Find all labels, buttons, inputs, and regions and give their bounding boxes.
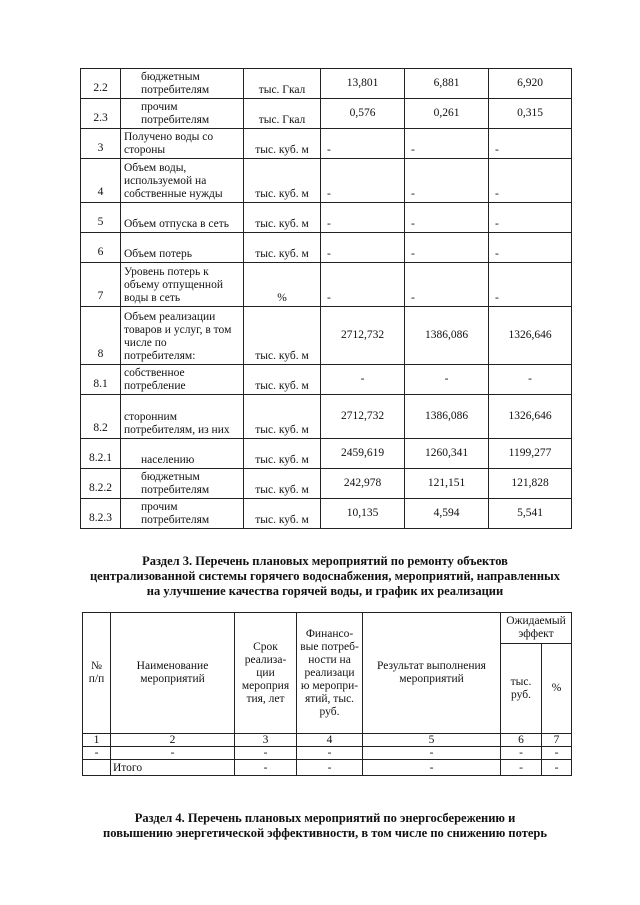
row-value-3: 1199,277 [489, 439, 572, 469]
row-value-3: - [489, 365, 572, 395]
section4-title-line2: повышению энергетической эффективности, в том числе по снижению потерь [103, 826, 547, 840]
section3-title-line2: централизованной системы горячего водоснабжения, мероприятий, направленных [89, 569, 561, 583]
row-value-1: - [321, 233, 405, 263]
table-row [81, 365, 572, 395]
column-number: 7 [542, 734, 572, 747]
production-table [80, 68, 572, 529]
row-value-3: 6,920 [489, 69, 572, 99]
header-name: Наименование мероприятий [111, 613, 235, 734]
row-value-3: 121,828 [489, 469, 572, 499]
row-name: Уровень потерь к объему отпущенной воды в сеть [121, 263, 244, 307]
section4-heading [60, 811, 590, 841]
table-row [83, 747, 572, 760]
row-value-2: 1386,086 [405, 307, 489, 365]
table-header-row [83, 613, 572, 644]
row-number: 2.2 [81, 69, 121, 99]
row-value-2: 6,881 [405, 69, 489, 99]
row-unit: тыс. куб. м [244, 203, 321, 233]
row-value-1: 0,576 [321, 99, 405, 129]
row-unit: тыс. куб. м [244, 159, 321, 203]
row-number: 6 [81, 233, 121, 263]
row-unit: тыс. Гкал [244, 69, 321, 99]
row-name: Получено воды со стороны [121, 129, 244, 159]
row-unit: тыс. куб. м [244, 365, 321, 395]
section3-title-line1: Раздел 3. Перечень плановых мероприятий по ремонту объектов [142, 554, 508, 568]
row-value-1: - [321, 365, 405, 395]
header-effect-rub: тыс. руб. [501, 644, 542, 734]
row-value-2: - [405, 159, 489, 203]
row-value-3: - [489, 203, 572, 233]
table-cell: - [363, 760, 501, 776]
table-row [81, 99, 572, 129]
row-unit: тыс. куб. м [244, 395, 321, 439]
row-value-3: - [489, 233, 572, 263]
row-value-3: - [489, 159, 572, 203]
row-value-1: - [321, 129, 405, 159]
section4-title-line1: Раздел 4. Перечень плановых мероприятий по энергосбережению и [134, 811, 516, 825]
table-row [81, 129, 572, 159]
row-name: Объем потерь [121, 233, 244, 263]
row-name: бюджетным потребителям [121, 69, 244, 99]
table-cell [83, 760, 111, 776]
row-number: 7 [81, 263, 121, 307]
table-row [81, 233, 572, 263]
row-unit: тыс. Гкал [244, 99, 321, 129]
table-row [81, 159, 572, 203]
row-value-3: - [489, 129, 572, 159]
row-value-1: 2459,619 [321, 439, 405, 469]
measures-table [82, 612, 572, 776]
row-value-2: 1260,341 [405, 439, 489, 469]
header-num: № п/п [83, 613, 111, 734]
table-row [81, 499, 572, 529]
column-number: 4 [297, 734, 363, 747]
table-cell: - [297, 760, 363, 776]
header-effect: Ожидаемый эффект [501, 613, 572, 644]
column-number: 5 [363, 734, 501, 747]
row-value-2: 1386,086 [405, 395, 489, 439]
section3-title-line3: на улучшение качества горячей воды, и график их реализации [146, 584, 504, 598]
row-number: 8.1 [81, 365, 121, 395]
section3-heading [60, 554, 590, 599]
header-effect-pct: % [542, 644, 572, 734]
table-cell: Итого [111, 760, 235, 776]
row-value-3: - [489, 263, 572, 307]
table-cell: - [501, 747, 542, 760]
row-unit: тыс. куб. м [244, 307, 321, 365]
row-unit: тыс. куб. м [244, 499, 321, 529]
row-unit: тыс. куб. м [244, 439, 321, 469]
row-value-3: 5,541 [489, 499, 572, 529]
row-value-1: 2712,732 [321, 395, 405, 439]
row-value-1: - [321, 203, 405, 233]
table-cell: - [235, 760, 297, 776]
row-name: населению [121, 439, 244, 469]
table-row [81, 203, 572, 233]
row-name: бюджетным потребителям [121, 469, 244, 499]
row-value-2: - [405, 365, 489, 395]
row-number: 8.2.3 [81, 499, 121, 529]
table-row [81, 469, 572, 499]
row-value-2: 4,594 [405, 499, 489, 529]
table-cell: - [501, 760, 542, 776]
row-value-1: 242,978 [321, 469, 405, 499]
row-name: Объем воды, используемой на собственные нужды [121, 159, 244, 203]
row-name: собственное потребление [121, 365, 244, 395]
table-row [83, 760, 572, 776]
row-name: сторонним потребителям, из них [121, 395, 244, 439]
table-cell: - [542, 747, 572, 760]
row-value-2: - [405, 263, 489, 307]
row-unit: тыс. куб. м [244, 469, 321, 499]
header-finance: Финансо-вые потреб-ности на реализаци ю меропри-ятий, тыс. руб. [297, 613, 363, 734]
row-value-1: 13,801 [321, 69, 405, 99]
table-cell: - [111, 747, 235, 760]
table-row [81, 263, 572, 307]
table-cell: - [83, 747, 111, 760]
column-number: 2 [111, 734, 235, 747]
row-number: 2.3 [81, 99, 121, 129]
row-value-2: - [405, 129, 489, 159]
row-number: 3 [81, 129, 121, 159]
table-row [81, 395, 572, 439]
table-row [81, 439, 572, 469]
row-name: Объем отпуска в сеть [121, 203, 244, 233]
row-unit: % [244, 263, 321, 307]
column-number: 6 [501, 734, 542, 747]
column-number: 3 [235, 734, 297, 747]
row-value-1: 2712,732 [321, 307, 405, 365]
row-number: 4 [81, 159, 121, 203]
row-name: прочим потребителям [121, 499, 244, 529]
column-number-row [83, 734, 572, 747]
header-term: Срок реализа-ции мероприя тия, лет [235, 613, 297, 734]
row-value-1: - [321, 263, 405, 307]
row-value-3: 0,315 [489, 99, 572, 129]
table-cell: - [235, 747, 297, 760]
row-number: 8.2 [81, 395, 121, 439]
row-number: 8 [81, 307, 121, 365]
row-value-3: 1326,646 [489, 307, 572, 365]
table-cell: - [363, 747, 501, 760]
row-value-2: - [405, 203, 489, 233]
row-value-3: 1326,646 [489, 395, 572, 439]
row-number: 8.2.2 [81, 469, 121, 499]
row-unit: тыс. куб. м [244, 233, 321, 263]
row-value-1: 10,135 [321, 499, 405, 529]
row-unit: тыс. куб. м [244, 129, 321, 159]
row-value-1: - [321, 159, 405, 203]
table-cell: - [542, 760, 572, 776]
table-cell: - [297, 747, 363, 760]
table-row [81, 307, 572, 365]
column-number: 1 [83, 734, 111, 747]
row-name: прочим потребителям [121, 99, 244, 129]
row-number: 5 [81, 203, 121, 233]
row-value-2: 0,261 [405, 99, 489, 129]
table-row [81, 69, 572, 99]
row-name: Объем реализации товаров и услуг, в том числе по потребителям: [121, 307, 244, 365]
row-value-2: 121,151 [405, 469, 489, 499]
row-number: 8.2.1 [81, 439, 121, 469]
row-value-2: - [405, 233, 489, 263]
header-result: Результат выполнения мероприятий [363, 613, 501, 734]
